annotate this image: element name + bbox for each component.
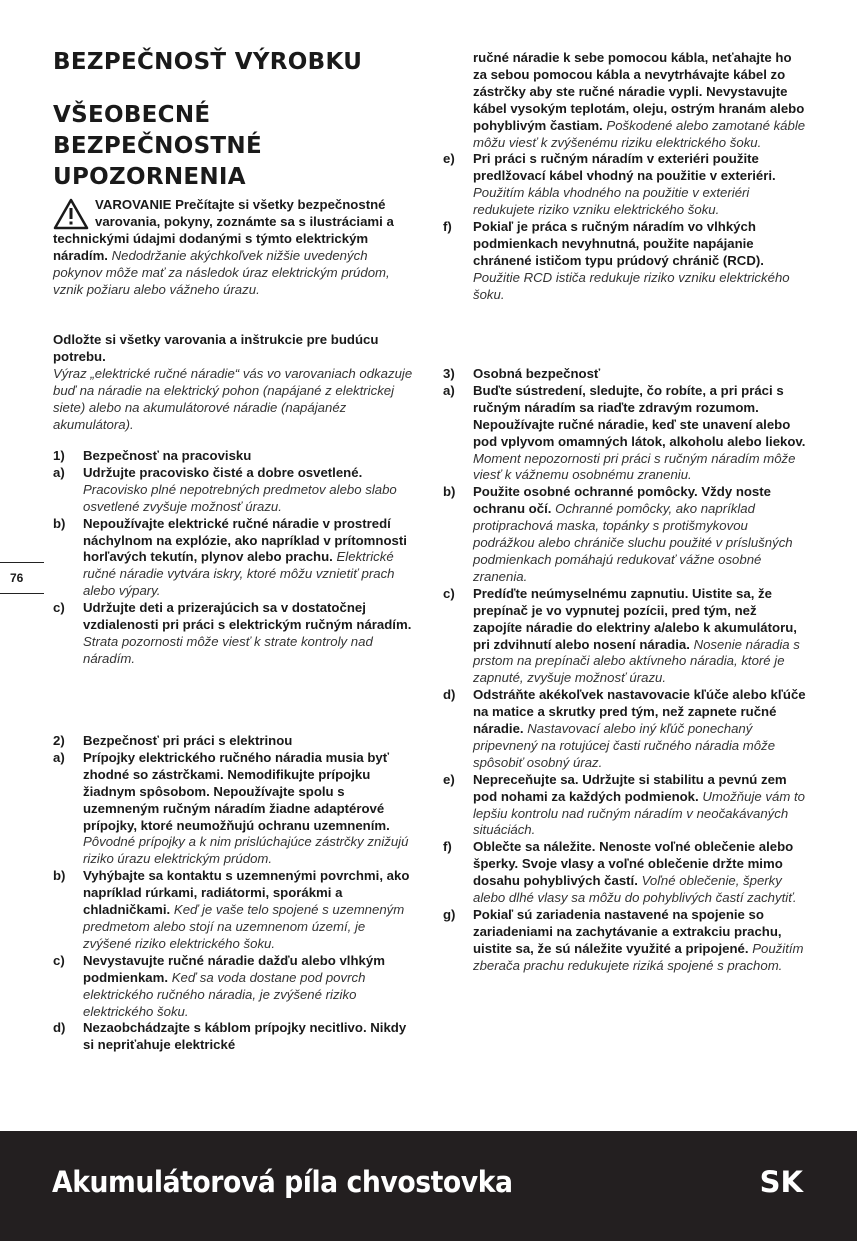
item-note: Keď sa voda dostane pod povrch elektrického ručného náradia, je zvýšené riziko elektrického šoku. <box>83 969 366 1019</box>
list-item <box>443 151 809 219</box>
item-note: Ochranné pomôcky, ako napríklad protiprachová maska, topánky s protišmykovou podrážkou alebo chrániče sluchu použité v príslušných podmienkach pomáhajú redukovať vážne osobné zranenia. <box>473 501 793 584</box>
item-note: Použitím zberača prachu redukujete riziká spojené s prachom. <box>473 940 804 973</box>
list-item <box>53 600 415 668</box>
warning-block <box>53 197 415 298</box>
list-item <box>443 484 809 585</box>
footer-bar <box>0 1131 857 1241</box>
item-note: Použitie RCD ističa redukuje riziko vzniku elektrického šoku. <box>473 269 790 302</box>
list-item <box>443 839 809 907</box>
item-note: Keď je vaše telo spojené s uzemneným predmetom alebo stojí na uzemnenom území, je zvýšené riziko elektrického šoku. <box>83 902 405 951</box>
item-note: Použitím kábla vhodného na použitie v exteriéri redukujete riziko vzniku elektrického šoku. <box>473 185 750 218</box>
list-item <box>443 383 809 484</box>
item-text: Použite osobné ochranné pomôcky. Vždy noste ochranu očí. <box>473 484 771 517</box>
item-note: Nosenie náradia s prstom na prepínači alebo aktívneho náradia, ktoré je zapnuté, zvyšuje možnosť úrazu. <box>473 636 800 686</box>
item-label: c) <box>53 952 65 968</box>
language-code: SK <box>759 1165 803 1199</box>
section-number: 3) <box>443 366 455 381</box>
item-label: b) <box>53 515 66 531</box>
item-text: Oblečte sa náležite. Nenoste voľné oblečenie alebo šperky. Svoje vlasy a voľné oblečenie držte mimo dosahu pohyblivých častí. <box>473 839 794 889</box>
list-item <box>53 750 415 868</box>
list-item <box>443 907 809 975</box>
list-item <box>53 868 415 953</box>
continuation-block <box>443 50 809 304</box>
item-label: d) <box>53 1020 66 1036</box>
list-item <box>53 953 415 1021</box>
list-item <box>53 465 415 516</box>
list-item <box>53 516 415 601</box>
list-item <box>443 687 809 772</box>
item-label: f) <box>443 839 452 855</box>
section-number: 1) <box>53 448 65 463</box>
item-note: Pracovisko plné nepotrebných predmetov alebo slabo osvetlené zvyšuje možnosť úrazu. <box>83 481 397 514</box>
item-text: Nepreceňujte sa. Udržujte si stabilitu a pevnú zem pod nohami za každých podmienok. <box>473 771 787 804</box>
keep-note: Výraz „elektrické ručné náradie“ vás vo varovaniach odkazuje buď na náradie na elektrický pohon (napájané z elektrickej siete) alebo na akumulátorové náradie (napájanéz akumulátora). <box>53 365 413 432</box>
item-note: Pôvodné prípojky a k nim prislúchajúce zástrčky znižujú riziko úrazu elektrickým prúdom. <box>83 834 409 867</box>
section-heading: VŠEOBECNÉ BEZPEČNOSTNÉ UPOZORNENIA <box>53 102 262 190</box>
item-text: Udržujte pracovisko čisté a dobre osvetlené. <box>83 464 363 480</box>
item-label: g) <box>443 907 456 922</box>
continuation-text: ručné náradie k sebe pomocou kábla, neťahajte ho za sebou pomocou kábla a nevytrhávajte kábel zo zástrčky aby ste ručné náradie vypli. Nevystavujte kábel vysokým teplotám, oleju, ostrým hranám alebo pohyblivým častiam. <box>473 50 805 133</box>
item-label: b) <box>443 484 456 500</box>
item-text: Pokiaľ sú zariadenia nastavené na spojenie so zariadeniami na zachytávanie a extrakciu prachu, uistite sa, že sú náležite využité a pripojené. <box>473 907 782 956</box>
warning-note: Nedodržanie akýchkoľvek nižšie uvedených pokynov môže mať za následok úraz elektrickým prúdom, vznik požiaru alebo vážneho úrazu. <box>53 247 390 297</box>
section-title: Bezpečnosť pri práci s elektrinou <box>83 733 293 748</box>
item-label: e) <box>443 771 455 787</box>
section-2 <box>53 733 415 1054</box>
item-note: Umožňuje vám to lepšiu kontrolu nad ručným náradím v neočakávaných situáciách. <box>473 788 805 838</box>
continuation-note: Poškodené alebo zamotané káble môžu viesť k zvýšenému riziku elektrického šoku. <box>473 117 806 150</box>
list-item <box>443 586 809 687</box>
item-text: Pri práci s ručným náradím v exteriéri použite predlžovací kábel vhodný na použitie v exteriéri. <box>473 151 776 184</box>
keep-text: Odložte si všetky varovania a inštrukcie pre budúcu potrebu. <box>53 332 379 364</box>
item-label: d) <box>443 687 456 703</box>
item-text: Vyhýbajte sa kontaktu s uzemnenými povrchmi, ako napríklad rúrkami, radiátormi, sporákmi a chladničkami. <box>83 868 410 918</box>
item-text: Udržujte deti a prizerajúcich sa v dostatočnej vzdialenosti pri práci s elektrickým ručným náradím. <box>83 600 412 633</box>
item-text: Predíďte neúmyselnému zapnutiu. Uistite sa, že prepínač je vo vypnutej pozícii, pred tým, než zapojíte náradie do elektriny a/alebo k akumulátoru, pri zdvihnutí alebo nosení náradia. <box>473 585 797 652</box>
product-title: Akumulátorová píla chvostovka <box>52 1165 513 1199</box>
item-note: Elektrické ručné náradie vytvára iskry, ktoré môžu vznietiť prach alebo výpary. <box>83 549 395 599</box>
list-item <box>53 1020 415 1054</box>
page-number: 76 <box>0 562 44 594</box>
item-text: Nepoužívajte elektrické ručné náradie v prostredí náchylnom na explózie, ako napríklad v prítomnosti horľavých tekutín, plynov alebo prachu. <box>83 515 407 565</box>
item-note: Nastavovací alebo iný kľúč ponechaný pripevnený na rotujúcej časti ručného náradia môže spôsobiť osobný úraz. <box>473 721 776 770</box>
item-label: a) <box>53 749 65 765</box>
section-title: Bezpečnosť na pracovisku <box>83 448 252 463</box>
item-text: Buďte sústredení, sledujte, čo robíte, a pri práci s ručným náradím sa riaďte zdravým rozumom. Nepoužívajte ručné náradie, keď ste unavení alebo pod vplyvom omamných látok, alkoholu alebo liekov. <box>473 382 806 449</box>
item-label: c) <box>53 600 65 616</box>
item-label: a) <box>443 382 455 398</box>
section-3 <box>443 366 809 975</box>
item-text: Nevystavujte ručné náradie dažďu alebo vlhkým podmienkam. <box>83 952 385 985</box>
item-label: a) <box>53 464 65 480</box>
section-title: Osobná bezpečnosť <box>473 366 601 381</box>
item-note: Strata pozornosti môže viesť k strate kontroly nad náradím. <box>83 633 373 666</box>
list-item <box>443 772 809 840</box>
item-label: e) <box>443 151 455 167</box>
item-label: c) <box>443 585 455 601</box>
item-note: Voľné oblečenie, šperky alebo dlhé vlasy sa môžu do pohyblivých častí zachytiť. <box>473 873 797 906</box>
item-label: b) <box>53 868 66 884</box>
item-text: Prípojky elektrického ručného náradia musia byť zhodné so zástrčkami. Nemodifikujte prípojku žiadnym spôsobom. Nepoužívajte spolu s uzemneným ručným náradím žiadne adaptérové prípojky, ktoré neumožňujú ochranu uzemnením. <box>83 749 390 833</box>
list-item <box>443 219 809 304</box>
item-text: Nezaobchádzajte s káblom prípojky necitlivo. Nikdy si nepriťahuje elektrické <box>83 1020 407 1053</box>
warning-triangle-icon <box>53 198 89 230</box>
item-label: f) <box>443 219 452 235</box>
item-note: Moment nepozornosti pri práci s ručným náradím môže viesť k vážnemu osobnému zraneniu. <box>473 450 796 483</box>
section-number: 2) <box>53 733 65 748</box>
keep-instructions <box>53 332 415 433</box>
page-title: BEZPEČNOSŤ VÝROBKU <box>53 49 363 75</box>
item-text: Odstráňte akékoľvek nastavovacie kľúče alebo kľúče na matice a skrutky pred tým, než zapnete ručné náradie. <box>473 687 806 737</box>
warning-text: VAROVANIE Prečítajte si všetky bezpečnostné varovania, pokyny, zoznámte sa s ilustráciami a technickými údajmi dodanými s týmto elektrickým náradím. <box>53 197 394 263</box>
item-text: Pokiaľ je práca s ručným náradím vo vlhkých podmienkach nevyhnutná, použite napájanie chránené ističom typu prúdový chránič (RCD). <box>473 219 764 268</box>
section-1 <box>53 448 415 668</box>
